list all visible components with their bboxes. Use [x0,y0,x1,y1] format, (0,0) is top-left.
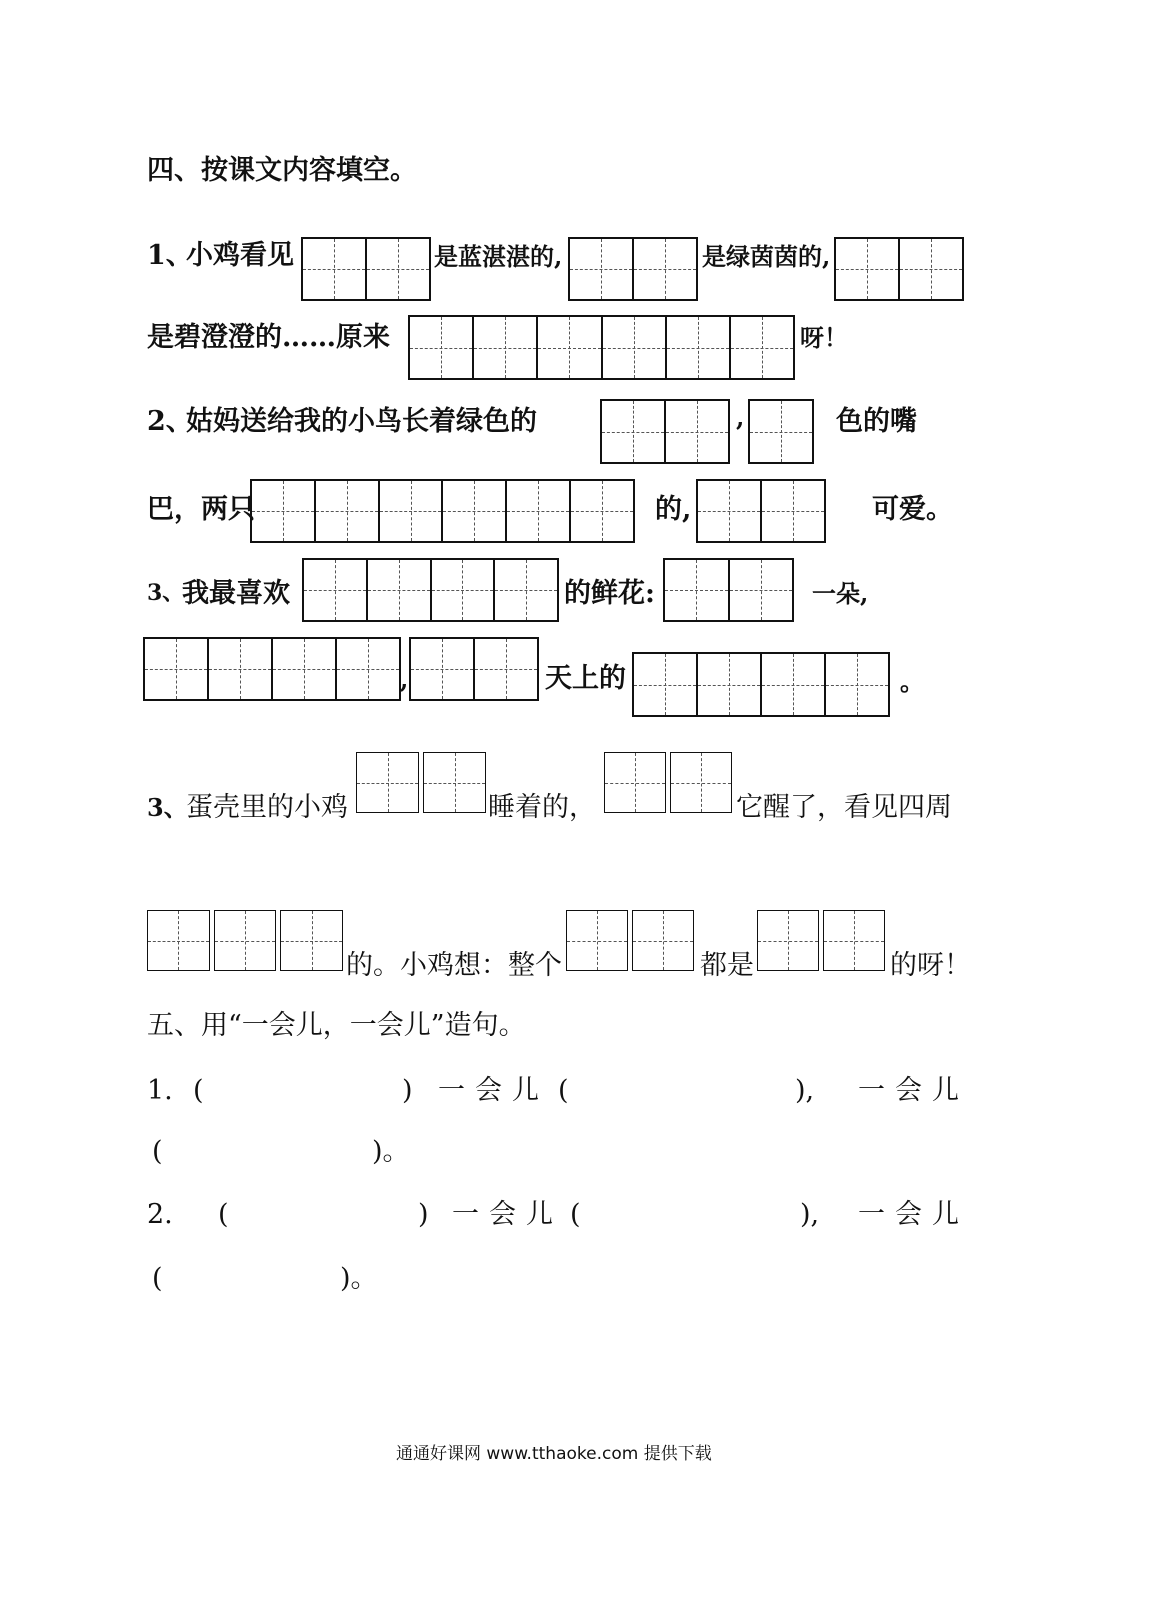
answer-grid[interactable] [600,399,730,464]
q4-text-2: 睡着的， [488,792,596,823]
q1-number: 1、 [147,240,193,271]
answer-grid[interactable] [696,479,826,543]
s2-paren-close: ) [418,1199,429,1230]
s1-paren-open-3: ( [152,1136,163,1167]
s2-number: 2. [147,1199,173,1230]
s1-number: 1. [147,1075,173,1106]
s1-paren-close-2: ), [795,1075,815,1106]
q2-comma: , [736,403,745,432]
s2-paren-open-3: ( [152,1263,163,1294]
q3-number: 3、 [147,580,185,606]
s1-paren-open: ( [193,1075,204,1106]
q1-text-2: 是蓝湛湛的, [434,242,563,271]
q3-text-4: 天上的 [545,663,626,694]
answer-grid[interactable] [834,237,964,301]
s1-hui-2: 会 [895,1075,922,1106]
s1-paren-close: ) [402,1075,413,1106]
answer-grid[interactable] [302,558,559,622]
answer-grid[interactable] [604,752,732,813]
answer-grid[interactable] [250,479,635,543]
q3-text-2: 的鲜花: [564,578,655,609]
s2-yi-1: 一 [452,1199,479,1230]
answer-grid[interactable] [568,237,698,301]
s1-paren-close-3: )。 [372,1136,410,1167]
s1-er-2: 儿 [932,1075,959,1106]
s1-hui-1: 会 [475,1075,502,1106]
answer-grid[interactable] [301,237,431,301]
answer-grid[interactable] [147,910,343,971]
s1-paren-open-2: ( [558,1075,569,1106]
footer-credit: 通通好课网 www.tthaoke.com 提供下载 [396,1444,712,1464]
answer-grid[interactable] [632,652,890,717]
answer-grid[interactable] [143,637,401,701]
answer-grid[interactable] [408,315,795,380]
answer-grid[interactable] [566,910,694,971]
section-5-title: 五、用“一会儿，一会儿”造句。 [147,1010,526,1041]
q1-text-4: 是碧澄澄的……原来 [147,322,390,353]
section-4-title: 四、按课文内容填空。 [147,155,417,186]
q1-text-1: 小鸡看见 [186,240,294,271]
q2-text-4: 的, [655,494,692,525]
s2-paren-close-2: ), [800,1199,820,1230]
s2-er-1: 儿 [526,1199,553,1230]
q2-number: 2、 [147,406,193,437]
s2-paren-open: ( [218,1199,229,1230]
q2-text-2: 色的嘴 [836,406,917,437]
q4-text-4: 的。小鸡想：整个 [346,950,562,981]
q4-text-5: 都是 [700,950,754,981]
answer-grid[interactable] [748,399,814,464]
s2-yi-2: 一 [858,1199,885,1230]
q4-text-3: 它醒了，看见四周 [736,792,952,823]
q2-text-3: 巴，两只 [147,494,255,525]
q3-text-3: 一朵, [812,579,869,608]
q4-number: 3、 [147,793,188,822]
s2-hui-1: 会 [489,1199,516,1230]
s2-paren-close-3: )。 [340,1263,378,1294]
s2-paren-open-2: ( [570,1199,581,1230]
q1-text-5: 呀！ [800,323,848,352]
answer-grid[interactable] [757,910,885,971]
answer-grid[interactable] [409,637,539,701]
q4-text-6: 的呀！ [890,950,971,981]
s2-hui-2: 会 [895,1199,922,1230]
answer-grid[interactable] [663,558,794,622]
s1-er-1: 儿 [512,1075,539,1106]
q4-text-1: 蛋壳里的小鸡 [186,792,348,823]
s2-er-2: 儿 [932,1199,959,1230]
answer-grid[interactable] [356,752,486,813]
q3-comma: , [400,665,409,694]
s1-yi-1: 一 [438,1075,465,1106]
s1-yi-2: 一 [858,1075,885,1106]
q2-text-5: 可爱。 [872,494,953,525]
q3-text-5: 。 [900,667,924,696]
q2-text-1: 姑妈送给我的小鸟长着绿色的 [186,406,537,437]
q1-text-3: 是绿茵茵的, [702,242,831,271]
q3-text-1: 我最喜欢 [182,578,290,609]
